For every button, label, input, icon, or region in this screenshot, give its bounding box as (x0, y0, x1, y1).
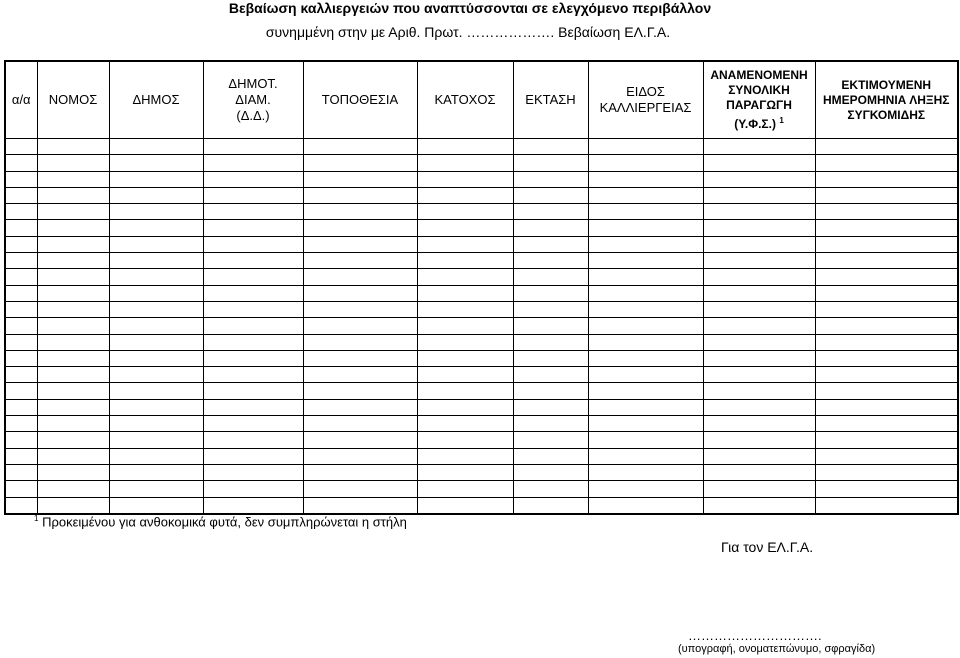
table-cell[interactable] (417, 171, 513, 187)
table-cell[interactable] (513, 187, 588, 203)
table-cell[interactable] (815, 253, 958, 269)
table-cell[interactable] (588, 269, 703, 285)
table-cell[interactable] (37, 334, 109, 350)
table-cell[interactable] (5, 481, 37, 497)
table-cell[interactable] (513, 367, 588, 383)
table-cell[interactable] (588, 497, 703, 514)
table-cell[interactable] (37, 367, 109, 383)
table-cell[interactable] (703, 367, 815, 383)
table-cell[interactable] (417, 497, 513, 514)
table-cell[interactable] (37, 399, 109, 415)
table-cell[interactable] (588, 318, 703, 334)
table-cell[interactable] (703, 383, 815, 399)
table-cell[interactable] (303, 318, 417, 334)
table-cell[interactable] (703, 432, 815, 448)
table-cell[interactable] (303, 155, 417, 171)
table-cell[interactable] (815, 416, 958, 432)
document-subtitle: συνημμένη στην με Αριθ. Πρωτ. ………………. Βεβαίωση ΕΛ.Γ.Α. (265, 24, 671, 40)
table-cell[interactable] (303, 187, 417, 203)
table-cell[interactable] (703, 187, 815, 203)
table-cell[interactable] (417, 318, 513, 334)
header-dimot-diam: ΔΗΜΟΤ. ΔΙΑΜ. (Δ.Δ.) (203, 61, 303, 139)
table-cell[interactable] (815, 204, 958, 220)
table-cell[interactable] (513, 220, 588, 236)
table-cell[interactable] (703, 204, 815, 220)
table-cell[interactable] (417, 448, 513, 464)
table-cell[interactable] (109, 464, 203, 480)
table-row (5, 285, 958, 301)
table-cell[interactable] (417, 350, 513, 366)
table-cell[interactable] (5, 301, 37, 317)
table-row (5, 220, 958, 236)
table-cell[interactable] (203, 399, 303, 415)
table-cell[interactable] (203, 269, 303, 285)
table-cell[interactable] (588, 139, 703, 155)
table-cell[interactable] (588, 350, 703, 366)
table-cell[interactable] (513, 464, 588, 480)
table-row (5, 448, 958, 464)
table-cell[interactable] (5, 448, 37, 464)
crops-table (4, 60, 959, 515)
header-katoxos: ΚΑΤΟΧΟΣ (417, 61, 513, 139)
table-cell[interactable] (588, 464, 703, 480)
table-cell[interactable] (5, 383, 37, 399)
table-row (5, 253, 958, 269)
table-cell[interactable] (303, 285, 417, 301)
table-cell[interactable] (588, 187, 703, 203)
footnote-mark: 1 (779, 116, 784, 125)
table-row (5, 432, 958, 448)
table-cell[interactable] (815, 285, 958, 301)
table-cell[interactable] (588, 301, 703, 317)
table-cell[interactable] (109, 139, 203, 155)
table-cell[interactable] (203, 318, 303, 334)
table-cell[interactable] (703, 481, 815, 497)
table-cell[interactable] (815, 301, 958, 317)
table-cell[interactable] (109, 416, 203, 432)
table-cell[interactable] (5, 204, 37, 220)
table-cell[interactable] (109, 155, 203, 171)
table-cell[interactable] (513, 350, 588, 366)
table-cell[interactable] (417, 253, 513, 269)
table-cell[interactable] (588, 253, 703, 269)
table-row (5, 187, 958, 203)
table-cell[interactable] (588, 155, 703, 171)
table-cell[interactable] (109, 432, 203, 448)
table-cell[interactable] (5, 334, 37, 350)
table-cell[interactable] (109, 171, 203, 187)
table-cell[interactable] (417, 432, 513, 448)
table-cell[interactable] (203, 481, 303, 497)
table-cell[interactable] (417, 416, 513, 432)
table-cell[interactable] (513, 139, 588, 155)
table-cell[interactable] (5, 350, 37, 366)
table-cell[interactable] (815, 464, 958, 480)
table-cell[interactable] (109, 253, 203, 269)
table-cell[interactable] (703, 139, 815, 155)
table-cell[interactable] (203, 432, 303, 448)
table-cell[interactable] (815, 350, 958, 366)
table-cell[interactable] (417, 236, 513, 252)
table-cell[interactable] (815, 481, 958, 497)
table-cell[interactable] (703, 285, 815, 301)
table-cell[interactable] (109, 269, 203, 285)
table-cell[interactable] (303, 367, 417, 383)
table-cell[interactable] (417, 367, 513, 383)
table-cell[interactable] (303, 432, 417, 448)
table-cell[interactable] (5, 236, 37, 252)
table-cell[interactable] (513, 236, 588, 252)
table-cell[interactable] (5, 497, 37, 514)
table-cell[interactable] (203, 187, 303, 203)
table-cell[interactable] (37, 171, 109, 187)
table-cell[interactable] (5, 399, 37, 415)
table-cell[interactable] (588, 204, 703, 220)
table-cell[interactable] (703, 253, 815, 269)
table-cell[interactable] (203, 497, 303, 514)
table-cell[interactable] (417, 334, 513, 350)
table-cell[interactable] (303, 464, 417, 480)
table-cell[interactable] (37, 285, 109, 301)
table-cell[interactable] (303, 481, 417, 497)
table-cell[interactable] (303, 204, 417, 220)
table-cell[interactable] (815, 155, 958, 171)
table-cell[interactable] (303, 350, 417, 366)
table-cell[interactable] (203, 285, 303, 301)
table-cell[interactable] (703, 155, 815, 171)
table-cell[interactable] (203, 220, 303, 236)
table-row (5, 171, 958, 187)
table-row (5, 139, 958, 155)
table-cell[interactable] (303, 497, 417, 514)
table-cell[interactable] (109, 285, 203, 301)
table-cell[interactable] (417, 204, 513, 220)
table-cell[interactable] (703, 318, 815, 334)
table-cell[interactable] (513, 432, 588, 448)
table-cell[interactable] (5, 171, 37, 187)
table-cell[interactable] (303, 269, 417, 285)
table-cell[interactable] (513, 301, 588, 317)
table-cell[interactable] (37, 350, 109, 366)
table-cell[interactable] (703, 464, 815, 480)
table-cell[interactable] (203, 334, 303, 350)
table-cell[interactable] (37, 155, 109, 171)
table-cell[interactable] (5, 269, 37, 285)
document-title: Βεβαίωση καλλιεργειών που αναπτύσσονται σε ελεγχόμενο περιβάλλον (228, 0, 712, 16)
table-cell[interactable] (5, 139, 37, 155)
table-cell[interactable] (37, 253, 109, 269)
table-cell[interactable] (303, 139, 417, 155)
table-row (5, 464, 958, 480)
table-cell[interactable] (513, 285, 588, 301)
table-cell[interactable] (203, 464, 303, 480)
table-cell[interactable] (513, 399, 588, 415)
table-cell[interactable] (815, 220, 958, 236)
table-cell[interactable] (5, 155, 37, 171)
table-cell[interactable] (703, 220, 815, 236)
table-cell[interactable] (815, 269, 958, 285)
table-cell[interactable] (703, 236, 815, 252)
table-cell[interactable] (513, 269, 588, 285)
table-header-row (5, 61, 958, 139)
table-cell[interactable] (109, 399, 203, 415)
table-cell[interactable] (37, 187, 109, 203)
signature-caption: (υπογραφή, ονοματεπώνυμο, σφραγίδα) (678, 643, 876, 655)
table-cell[interactable] (703, 448, 815, 464)
table-cell[interactable] (203, 253, 303, 269)
header-dimos: ΔΗΜΟΣ (109, 61, 203, 139)
header-ektimoumeni-imerominia: ΕΚΤΙΜΟΥΜΕΝΗ ΗΜΕΡΟΜΗΝΙΑ ΛΗΞΗΣ ΣΥΓΚΟΜΙΔΗΣ (815, 61, 958, 139)
table-cell[interactable] (815, 448, 958, 464)
table-cell[interactable] (703, 350, 815, 366)
table-cell[interactable] (109, 318, 203, 334)
table-cell[interactable] (417, 481, 513, 497)
table-cell[interactable] (203, 236, 303, 252)
table-cell[interactable] (703, 269, 815, 285)
table-cell[interactable] (203, 139, 303, 155)
table-cell[interactable] (588, 416, 703, 432)
table-cell[interactable] (37, 448, 109, 464)
table-cell[interactable] (5, 432, 37, 448)
table-cell[interactable] (513, 204, 588, 220)
table-cell[interactable] (588, 399, 703, 415)
header-topothesia: ΤΟΠΟΘΕΣΙΑ (303, 61, 417, 139)
table-cell[interactable] (588, 334, 703, 350)
table-row (5, 367, 958, 383)
table-cell[interactable] (588, 448, 703, 464)
table-cell[interactable] (37, 220, 109, 236)
table-cell[interactable] (815, 334, 958, 350)
table-cell[interactable] (5, 187, 37, 203)
table-cell[interactable] (513, 383, 588, 399)
table-cell[interactable] (37, 481, 109, 497)
table-cell[interactable] (203, 350, 303, 366)
table-cell[interactable] (815, 497, 958, 514)
table-cell[interactable] (588, 481, 703, 497)
table-cell[interactable] (203, 204, 303, 220)
table-row (5, 301, 958, 317)
table-cell[interactable] (703, 497, 815, 514)
table-cell[interactable] (417, 301, 513, 317)
table-cell[interactable] (203, 301, 303, 317)
header-nomos: ΝΟΜΟΣ (37, 61, 109, 139)
table-cell[interactable] (703, 171, 815, 187)
table-body (5, 139, 958, 514)
table-cell[interactable] (303, 171, 417, 187)
table-row (5, 318, 958, 334)
table-cell[interactable] (109, 301, 203, 317)
table-cell[interactable] (588, 367, 703, 383)
table-cell[interactable] (109, 204, 203, 220)
table-cell[interactable] (109, 448, 203, 464)
table-row (5, 334, 958, 350)
table-cell[interactable] (588, 285, 703, 301)
table-row (5, 497, 958, 514)
table-cell[interactable] (5, 253, 37, 269)
table-cell[interactable] (37, 383, 109, 399)
table-cell[interactable] (109, 236, 203, 252)
table-cell[interactable] (513, 481, 588, 497)
table-cell[interactable] (513, 253, 588, 269)
table-cell[interactable] (513, 318, 588, 334)
table-cell[interactable] (5, 220, 37, 236)
table-cell[interactable] (303, 416, 417, 432)
table-cell[interactable] (588, 171, 703, 187)
table-cell[interactable] (417, 187, 513, 203)
table-cell[interactable] (37, 318, 109, 334)
table-cell[interactable] (37, 464, 109, 480)
table-cell[interactable] (109, 481, 203, 497)
table-cell[interactable] (513, 155, 588, 171)
table-cell[interactable] (703, 399, 815, 415)
table-cell[interactable] (5, 285, 37, 301)
table-cell[interactable] (703, 334, 815, 350)
table-cell[interactable] (513, 416, 588, 432)
table-cell[interactable] (417, 383, 513, 399)
table-cell[interactable] (5, 416, 37, 432)
table-cell[interactable] (303, 220, 417, 236)
table-cell[interactable] (815, 139, 958, 155)
table-cell[interactable] (37, 139, 109, 155)
table-cell[interactable] (37, 301, 109, 317)
table-cell[interactable] (5, 367, 37, 383)
table-cell[interactable] (588, 383, 703, 399)
table-cell[interactable] (588, 220, 703, 236)
table-row (5, 383, 958, 399)
table-cell[interactable] (37, 204, 109, 220)
table-cell[interactable] (815, 432, 958, 448)
table-cell[interactable] (109, 350, 203, 366)
table-cell[interactable] (203, 383, 303, 399)
table-cell[interactable] (37, 497, 109, 514)
table-cell[interactable] (203, 416, 303, 432)
table-cell[interactable] (303, 383, 417, 399)
table-cell[interactable] (417, 139, 513, 155)
table-cell[interactable] (815, 383, 958, 399)
table-cell[interactable] (203, 367, 303, 383)
table-cell[interactable] (5, 464, 37, 480)
table-cell[interactable] (203, 171, 303, 187)
table-cell[interactable] (109, 383, 203, 399)
table-cell[interactable] (703, 301, 815, 317)
table-row (5, 204, 958, 220)
table-cell[interactable] (588, 432, 703, 448)
table-cell[interactable] (109, 220, 203, 236)
table-cell[interactable] (203, 155, 303, 171)
table-cell[interactable] (417, 399, 513, 415)
table-row (5, 236, 958, 252)
table-cell[interactable] (303, 236, 417, 252)
table-cell[interactable] (303, 253, 417, 269)
table-cell[interactable] (303, 448, 417, 464)
table-cell[interactable] (417, 220, 513, 236)
table-row (5, 350, 958, 366)
table-cell[interactable] (5, 318, 37, 334)
table-cell[interactable] (815, 171, 958, 187)
table-cell[interactable] (513, 497, 588, 514)
header-ektasi: ΕΚΤΑΣΗ (513, 61, 588, 139)
table-cell[interactable] (109, 334, 203, 350)
table-cell[interactable] (815, 399, 958, 415)
table-cell[interactable] (109, 367, 203, 383)
table-cell[interactable] (417, 155, 513, 171)
header-eidos-kalliergeias: ΕΙΔΟΣ ΚΑΛΛΙΕΡΓΕΙΑΣ (588, 61, 703, 139)
table-cell[interactable] (703, 416, 815, 432)
table-row (5, 399, 958, 415)
table-cell[interactable] (37, 416, 109, 432)
table-cell[interactable] (513, 334, 588, 350)
table-cell[interactable] (37, 269, 109, 285)
table-cell[interactable] (37, 432, 109, 448)
table-cell[interactable] (203, 448, 303, 464)
table-cell[interactable] (513, 171, 588, 187)
signature-for-label: Για τον ΕΛ.Γ.Α. (721, 539, 814, 555)
table-cell[interactable] (417, 285, 513, 301)
table-row (5, 481, 958, 497)
header-anamenomeni-paragogi: ΑΝΑΜΕΝΟΜΕΝΗ ΣΥΝΟΛΙΚΗ ΠΑΡΑΓΩΓΗ (Υ.Φ.Σ.) $^1$ (703, 61, 815, 139)
table-cell[interactable] (588, 236, 703, 252)
table-cell[interactable] (417, 464, 513, 480)
table-cell[interactable] (815, 187, 958, 203)
table-cell[interactable] (417, 269, 513, 285)
table-cell[interactable] (815, 318, 958, 334)
table-cell[interactable] (303, 399, 417, 415)
table-cell[interactable] (37, 236, 109, 252)
footnote: $^1$ Προκειμένου για ανθοκομικά φυτά, δεν συμπληρώνεται η στήλη (34, 514, 407, 530)
header-aa: α/α (5, 61, 37, 139)
table-cell[interactable] (109, 497, 203, 514)
signature-line: …………………………. (688, 628, 822, 643)
table-row (5, 269, 958, 285)
table-cell[interactable] (815, 236, 958, 252)
table-cell[interactable] (815, 367, 958, 383)
table-cell[interactable] (303, 301, 417, 317)
table-cell[interactable] (513, 448, 588, 464)
table-row (5, 416, 958, 432)
table-cell[interactable] (109, 187, 203, 203)
table-cell[interactable] (303, 334, 417, 350)
table-row (5, 155, 958, 171)
